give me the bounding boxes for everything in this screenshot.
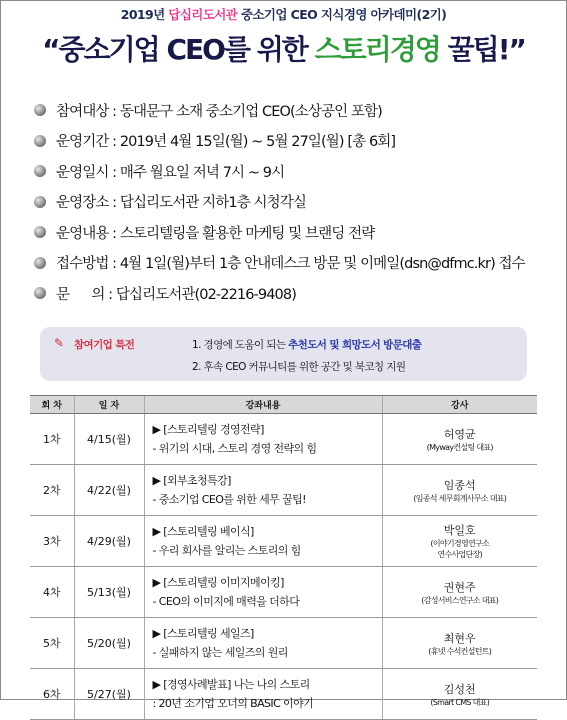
content-cell (144, 669, 382, 720)
content-subtitle: - 우리 회사를 알리는 스토리의 힘 (152, 544, 301, 557)
date-cell: 4/29(월) (74, 516, 144, 567)
date-cell: 5/27(월) (74, 669, 144, 720)
lecturer-name: 김성천 (443, 682, 476, 696)
info-text: 운영일시 : 매주 월요일 저녁 7시 ~ 9시 (56, 164, 285, 181)
info-list (34, 95, 554, 309)
content-title: ▶ [스토리텔링 세일즈] (152, 627, 254, 640)
table-row (30, 567, 537, 618)
table-header-row (30, 396, 537, 414)
round-cell: 6차 (30, 669, 74, 720)
date-cell: 5/13(월) (74, 567, 144, 618)
lecturer-org: (Smart CMS 대표) (430, 697, 490, 707)
perk-item-2: 2. 후속 CEO 커뮤니티를 위한 공간 및 북코칭 지원 (192, 361, 406, 373)
content-cell (144, 516, 382, 567)
header-lecturer: 강사 (382, 396, 537, 414)
info-time (34, 156, 554, 187)
info-text: 운영내용 : 스토리텔링을 활용한 마케팅 및 브랜딩 전략 (56, 225, 375, 242)
bullet-icon (34, 257, 46, 269)
headline-part2: 꿀팁!” (439, 33, 525, 66)
info-registration (34, 248, 554, 279)
bullet-icon (34, 104, 46, 116)
date-cell: 4/15(월) (74, 414, 144, 465)
content-cell (144, 414, 382, 465)
content-cell (144, 465, 382, 516)
table-row (30, 618, 537, 669)
header-date: 일 자 (74, 396, 144, 414)
round-cell: 2차 (30, 465, 74, 516)
lecturer-cell (382, 465, 537, 516)
round-cell: 4차 (30, 567, 74, 618)
program-name: 중소기업 CEO 지식경영 아카데미(2기) (237, 7, 447, 22)
content-title: ▶ [스토리텔링 이미지메이킹] (152, 576, 284, 589)
lecturer-org: (휴넷 수석컨설턴트) (428, 646, 492, 656)
perk-item-1 (192, 337, 421, 352)
content-subtitle: - 실패하지 않는 세일즈의 원리 (152, 646, 288, 659)
program-year: 2019년 (120, 7, 169, 22)
lecturer-name: 임종석 (443, 478, 476, 492)
headline-part1: “중소기업 CEO를 위한 (42, 33, 315, 66)
content-subtitle: - 중소기업 CEO를 위한 세무 꿀팁! (152, 493, 306, 506)
info-text: 참여대상 : 동대문구 소재 중소기업 CEO(소상공인 포함) (56, 103, 382, 120)
table-row (30, 465, 537, 516)
bullet-icon (34, 135, 46, 147)
lecturer-cell (382, 618, 537, 669)
bullet-icon (34, 165, 46, 177)
lecturer-org-line2: 연수사업단장) (437, 550, 483, 559)
bullet-icon (34, 287, 46, 299)
info-text: 운영기간 : 2019년 4월 15일(월) ~ 5월 27일(월) [총 6회] (56, 134, 396, 151)
info-target (34, 95, 554, 126)
info-contact (34, 278, 554, 309)
content-cell (144, 618, 382, 669)
round-cell: 5차 (30, 618, 74, 669)
lecturer-cell (382, 669, 537, 720)
content-cell (144, 567, 382, 618)
lecturer-cell (382, 567, 537, 618)
lecturer-name: 박일호 (443, 524, 476, 537)
pencil-icon: ✎ (54, 336, 64, 350)
lecturer-name: 권현주 (443, 580, 476, 594)
headline-highlight: 스토리경영 (314, 33, 440, 66)
lecturer-org: (임종석 세무회계사무소 대표) (413, 493, 507, 503)
lecturer-name: 최현우 (443, 631, 476, 645)
info-text: 운영장소 : 답십리도서관 지하1층 시청각실 (56, 195, 306, 212)
perk-item-1-text: 1. 경영에 도움이 되는 (192, 339, 289, 351)
lecturer-org: (이야기경영연구소 (430, 539, 490, 548)
content-title: ▶ [외부초청특강] (152, 474, 231, 487)
lecturer-name: 허영균 (443, 427, 476, 441)
info-text: 문 의 : 답십리도서관(02-2216-9408) (56, 286, 296, 303)
round-cell: 3차 (30, 516, 74, 567)
schedule-table (30, 395, 537, 720)
round-cell: 1차 (30, 414, 74, 465)
bullet-icon (34, 196, 46, 208)
program-title (0, 5, 567, 23)
content-title: ▶ [스토리텔링 경영전략] (152, 423, 264, 436)
info-text: 접수방법 : 4월 1일(월)부터 1층 안내데스크 방문 및 이메일(dsn@dfmc.kr) 접수 (56, 256, 525, 273)
header-content: 강좌내용 (144, 396, 382, 414)
table-row (30, 414, 537, 465)
headline (0, 28, 567, 68)
content-subtitle: - CEO의 이미지에 매력을 더하다 (152, 595, 300, 608)
library-name: 답십리도서관 (168, 7, 238, 22)
perk-box (40, 327, 527, 381)
lecturer-org: (Myway컨설팅 대표) (426, 442, 493, 452)
lecturer-cell (382, 516, 537, 567)
content-title: ▶ [스토리텔링 베이식] (152, 525, 254, 538)
lecturer-cell (382, 414, 537, 465)
perk-label: 참여기업 특전 (74, 339, 135, 351)
bullet-icon (34, 226, 46, 238)
info-content (34, 217, 554, 248)
content-subtitle: : 20년 소기업 오너의 BASIC 이야기 (152, 697, 314, 710)
date-cell: 5/20(월) (74, 618, 144, 669)
header-round: 회 차 (30, 396, 74, 414)
table-row (30, 669, 537, 720)
lecturer-org: (감성서비스연구소 대표) (421, 595, 499, 605)
content-title: ▶ [경영사례발표] 나는 나의 스토리 (152, 678, 310, 691)
perk-item-1-highlight: 추천도서 및 희망도서 방문대출 (288, 339, 422, 351)
info-place (34, 187, 554, 218)
content-subtitle: - 위기의 시대, 스토리 경영 전략의 힘 (152, 442, 317, 455)
table-row (30, 516, 537, 567)
date-cell: 4/22(월) (74, 465, 144, 516)
info-period (34, 126, 554, 157)
